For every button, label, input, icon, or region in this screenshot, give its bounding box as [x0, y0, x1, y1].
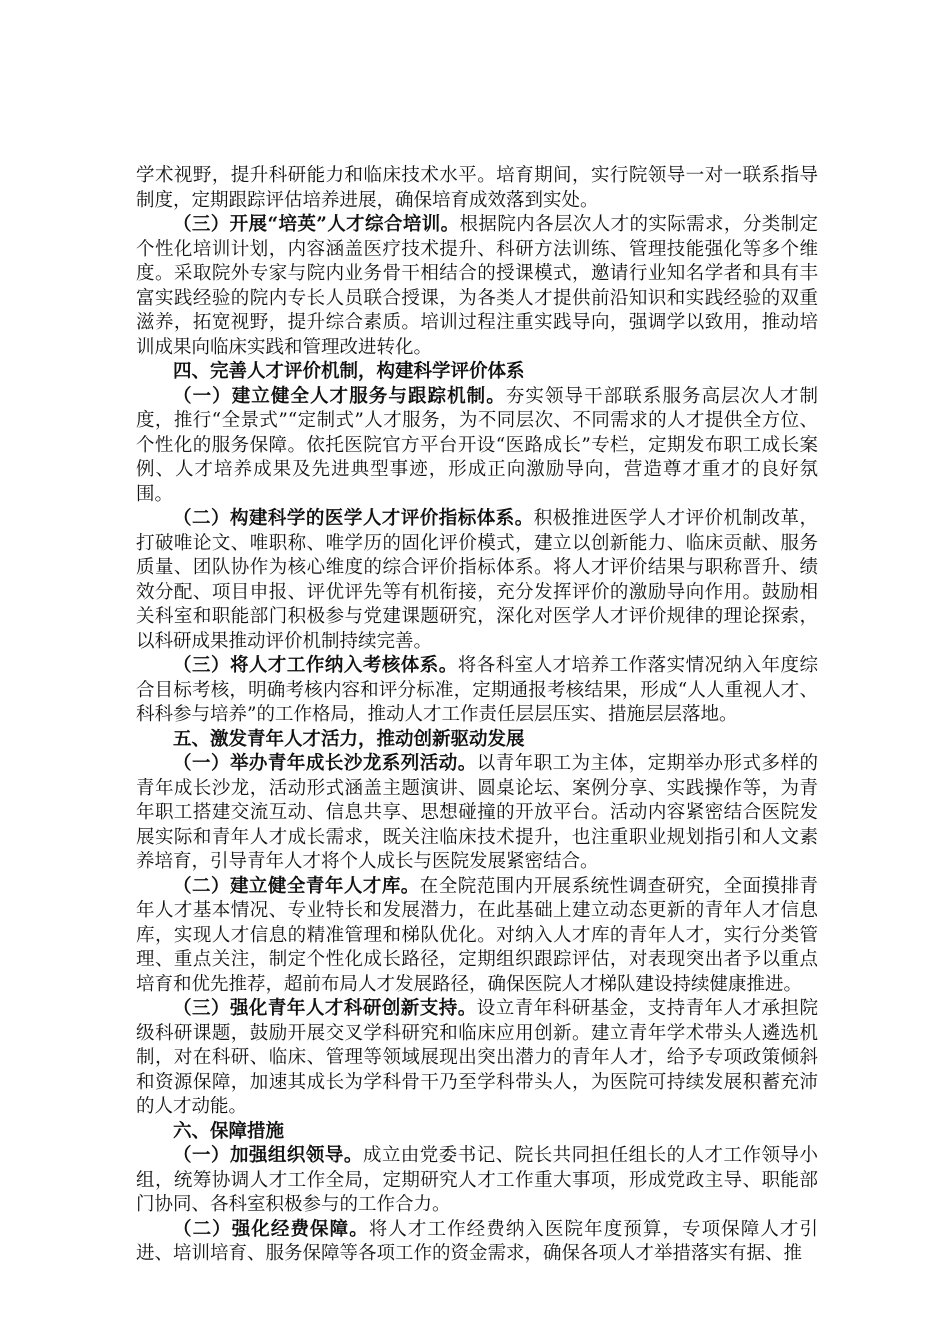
paragraph-body: 积极推进医学人才评价机制改革，打破唯论文、唯职称、唯学历的固化评价模式，建立以创新能力、临床贡献、服务质量、团队协作为核心维度的综合评价指标体系。将人才评价结果与职称晋升、绩效分配、项目申报、评优评先等有机衔接，充分发挥评价的激励导向作用。鼓励相关科室和职能部门积极参与党建课题研究，深化对医学人才评价规律的理论探索，以科研成果推动评价机制持续完善。: [136, 508, 818, 652]
paragraph-body: 设立青年科研基金，支持青年人才承担院级科研课题，鼓励开展交叉学科研究和临床应用创新。建立青年学术带头人遴选机制，对在科研、临床、管理等领域展现出突出潜力的青年人才，给予专项政策倾斜和资源保障，加速其成长为学科骨干乃至学科带头人，为医院可持续发展积蓄充沛的人才动能。: [136, 998, 818, 1117]
paragraph-7: [136, 752, 818, 875]
section-heading-6: 六、保障措施: [173, 1120, 285, 1142]
paragraph-lead: （三）强化青年人才科研创新支持。: [173, 998, 477, 1019]
paragraph-lead: （一）加强组织领导。: [173, 1145, 363, 1166]
paragraph-body: 在全院范围内开展系统性调查研究，全面摸排青年人才基本情况、专业特长和发展潜力，在此基础上建立动态更新的青年人才信息库，实现人才信息的精准管理和梯队优化。对纳入人才库的青年人才，实行分类管理、重点关注，制定个性化成长路径，定期组织跟踪评估，对表现突出者予以重点培育和优先推荐，超前布局人才发展路径，确保医院人才梯队建设持续健康推进。: [136, 875, 818, 995]
paragraph-lead: （一）举办青年成长沙龙系列活动。: [173, 753, 477, 774]
paragraph-8: [136, 875, 818, 998]
paragraph-lead: （二）构建科学的医学人才评价指标体系。: [173, 508, 534, 529]
paragraph-lead: （二）强化经费保障。: [173, 1218, 369, 1240]
section-heading-5: 五、激发青年人才活力，推动创新驱动发展: [173, 728, 525, 750]
paragraph-lead: （一）建立健全人才服务与跟踪机制。: [173, 385, 506, 407]
paragraph-5: [136, 654, 818, 728]
section-heading-4: 四、完善人才评价机制，构建科学评价体系: [173, 361, 525, 382]
paragraph-body: 将人才工作经费纳入医院年度预算，专项保障人才引进、培训培育、服务保障等各项工作的资金需求，确保各项人才举措落实有据、推: [136, 1218, 818, 1264]
paragraph-body: 以青年职工为主体，定期举办形式多样的青年成长沙龙，活动形式涵盖主题演讲、圆桌论坛、案例分享、实践操作等，为青年职工搭建交流互动、信息共享、思想碰撞的开放平台。活动内容紧密结合医院发展实际和青年人才成长需求，既关注临床技术提升，也注重职业规划指引和人文素养培育，引导青年人才将个人成长与医院发展紧密结合。: [136, 753, 818, 872]
paragraph-body: 夯实领导干部联系服务高层次人才制度，推行“全景式”“定制式”人才服务，为不同层次、不同需求的人才提供全方位、个性化的服务保障。依托医院官方平台开设“医路成长”专栏，定期发布职工成长案例、人才培养成果及先进典型事迹，形成正向激励导向，营造尊才重才的良好氛围。: [136, 385, 818, 505]
paragraph-body: 学术视野，提升科研能力和临床技术水平。培育期间，实行院领导一对一联系指导制度，定期跟踪评估培养进展，确保培育成效落到实处。: [136, 165, 818, 211]
paragraph-0: [136, 164, 818, 213]
paragraph-lead: （三）将人才工作纳入考核体系。: [173, 655, 458, 676]
paragraph-3: [136, 385, 818, 508]
paragraph-body: 将各科室人才培养工作落实情况纳入年度综合目标考核，明确考核内容和评分标准，定期通报考核结果，形成“人人重视人才、科科参与培养”的工作格局，推动人才工作责任层层压实、措施层层落地。: [136, 655, 818, 725]
paragraph-body: 成立由党委书记、院长共同担任组长的人才工作领导小组，统筹协调人才工作全局，定期研究人才工作重大事项，形成党政主导、职能部门协同、各科室积极参与的工作合力。: [136, 1145, 818, 1215]
paragraph-12: [136, 1218, 818, 1267]
paragraph-lead: （三）开展“培英”人才综合培训。: [173, 214, 460, 235]
paragraph-9: [136, 997, 818, 1120]
paragraph-lead: （二）建立健全青年人才库。: [173, 875, 420, 897]
paragraph-1: [136, 213, 818, 360]
document-page: [136, 164, 818, 1267]
paragraph-4: [136, 507, 818, 654]
paragraph-body: 根据院内各层次人才的实际需求，分类制定个性化培训计划，内容涵盖医疗技术提升、科研方法训练、管理技能强化等多个维度。采取院外专家与院内业务骨干相结合的授课模式，邀请行业知名学者和具有丰富实践经验的院内专长人员联合授课，为各类人才提供前沿知识和实践经验的双重滋养，拓宽视野，提升综合素质。培训过程注重实践导向，强调学以致用，推动培训成果向临床实践和管理改进转化。: [136, 214, 818, 358]
paragraph-11: [136, 1144, 818, 1218]
